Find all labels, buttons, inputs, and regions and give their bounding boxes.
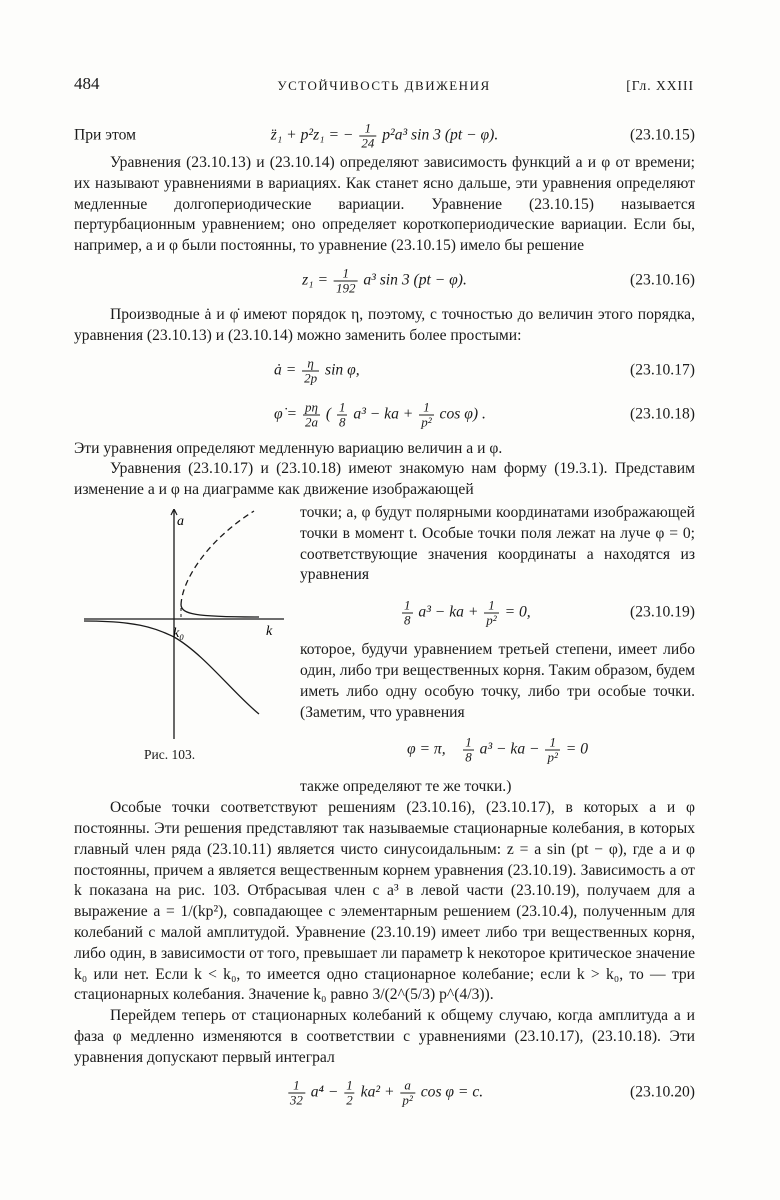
lower-branch-curve	[84, 621, 259, 714]
eq-20-right: cos φ = c.	[420, 1083, 484, 1101]
equation-23-10-17	[74, 351, 695, 391]
paragraph: Производные ȧ и φ̇ имеют порядок η, поэтому, с точностью до величин этого порядка, уравнения (23.10.13) и (23.10.14) можно заменить более простыми:	[74, 305, 695, 344]
eq-18-fraction-c: $\frac{1}{\text{p²}}$	[421, 399, 432, 430]
paragraph: точки; a, φ будут полярными координатами изображающей точки в момент t. Особые точки поля лежат на луче φ = 0; соответствующие значения координаты a находятся из уравнения	[300, 503, 695, 584]
text-column	[300, 503, 695, 798]
eq-20-fraction-a: $\frac{1}{32}$	[289, 1077, 303, 1107]
axis-label-k: k	[266, 623, 273, 639]
eq-19-mid: a³ − ka +	[418, 603, 479, 621]
running-title: УСТОЙЧИВОСТЬ ДВИЖЕНИЯ	[277, 78, 491, 93]
paragraph: Эти уравнения определяют медленную вариацию величин a и φ.	[74, 439, 503, 457]
eq-pi-mid: a³ − ka −	[479, 740, 540, 758]
eq-18-right: cos φ) .	[439, 405, 486, 423]
equation-number: (23.10.17)	[630, 361, 695, 379]
eq-pi-right: = 0	[565, 740, 589, 758]
eq-18-mid: a³ − ka +	[353, 405, 414, 423]
page-header	[74, 74, 694, 96]
eq-pi-fraction-a: $\frac{1}{8}$	[465, 734, 472, 765]
paragraph: которое, будучи уравнением третьей степени, имеет либо один, либо три вещественных корня. Таким образом, будем иметь либо одну особую точку, либо три особые точки. (Заметим, что уравнения	[300, 641, 695, 721]
page-body	[74, 119, 695, 1117]
equation-number: (23.10.19)	[630, 603, 695, 621]
equation-23-10-20	[74, 1073, 695, 1113]
equation-23-10-18	[74, 395, 695, 435]
equation-number: (23.10.20)	[630, 1083, 695, 1101]
eq-15-left: z̈₁ + p²z₁ = −	[270, 126, 354, 144]
figure-103	[74, 503, 300, 768]
eq-18-left: φ̇ =	[274, 405, 298, 423]
eq-pi-fraction-b: $\frac{1}{\text{p²}}$	[547, 734, 558, 765]
eq-20-fraction-c: $\frac{a}{\text{p²}}$	[402, 1077, 413, 1107]
eq-18-fraction-b: $\frac{1}{8}$	[338, 399, 346, 430]
eq-16-right: a³ sin 3 (pt − φ).	[363, 271, 467, 289]
eq-17-right: sin φ,	[325, 361, 360, 379]
chapter-label: [Гл. XXIII	[626, 78, 694, 93]
figure-103-plot	[74, 509, 284, 744]
eq-16-fraction: $\frac{1}{192}$	[335, 265, 356, 296]
eq-19-fraction-a: $\frac{1}{8}$	[404, 597, 411, 628]
eq-20-fraction-b: $\frac{1}{2}$	[346, 1077, 353, 1107]
eq-20-term-a: a⁴ −	[310, 1083, 339, 1101]
axis-label-a: a	[177, 513, 184, 529]
eq-17-fraction: $\frac{\eta}{2p}$	[304, 355, 318, 386]
label-k0: k₀	[173, 625, 185, 641]
equation-23-10-16	[74, 261, 695, 301]
eq-16-left: z₁ =	[302, 271, 329, 289]
equation-phi-pi	[300, 729, 695, 771]
eq-19-fraction-b: $\frac{1}{\text{p²}}$	[486, 597, 497, 628]
paragraph: Уравнения (23.10.17) и (23.10.18) имеют знакомую нам форму (19.3.1). Представим изменение a и φ на диаграмме как движение изображающей	[74, 460, 695, 499]
figure-section	[74, 503, 695, 798]
eq-pi-left: φ = π,	[406, 740, 446, 758]
upper-stable-branch-curve	[181, 605, 259, 617]
paragraph: Особые точки соответствуют решениям (23.10.16), (23.10.17), в которых a и φ постоянны. Эти решения представляют так называемые стационарные колебания, в которых главный член ряда (23.10.11) является чисто синусоидальным: z = a sin (pt − φ), где a и φ постоянны, причем a является вещественным корнем уравнения (23.10.19). Зависимость a от k показана на рис. 103. Отбрасывая член с a³ в левой части (23.10.19), получаем для a выражение a = 1/(kp²), совпадающее с элементарным решением (23.10.4), полученным для колебаний с малой амплитудой. Уравнение (23.10.19) имеет либо три вещественных корня, либо один, в зависимости от того, превышает ли параметр k некоторое критическое значение k₀ или нет. Если k < k₀, то имеется одно стационарное колебание; если k > k₀, то — три стационарных колебания. Значение k₀ равно 3/(2^(5/3) p^(4/3)).	[74, 799, 695, 1004]
eq-15-fraction: $\frac{1}{24}$	[361, 120, 375, 151]
equation-number: (23.10.15)	[630, 126, 695, 144]
figure-caption: Рис. 103.	[144, 746, 196, 762]
eq-18-fraction-a: $\frac{p\eta}{2a}$	[304, 399, 318, 430]
equation-23-10-19	[300, 592, 695, 634]
eq-19-right: = 0,	[504, 603, 531, 621]
equation-23-10-15	[74, 120, 695, 151]
paragraph: также определяют те же точки.)	[300, 778, 512, 796]
equation-number: (23.10.18)	[630, 405, 695, 423]
page-number: 484	[74, 74, 100, 93]
eq-15-right: p²a³ sin 3 (pt − φ).	[382, 126, 499, 144]
paragraph: Уравнения (23.10.13) и (23.10.14) определяют зависимость функций a и φ от времени; их называют уравнениями в вариациях. Как станет ясно дальше, эти уравнения определяют медленные долгопериодические вариации. Уравнение (23.10.15) называется пертурбационным уравнением; оно определяет короткопериодические вариации. Если бы, например, a и φ были постоянны, то уравнение (23.10.15) имело бы решение	[74, 154, 695, 255]
eq-17-left: ȧ =	[274, 361, 297, 379]
equation-number: (23.10.16)	[630, 271, 695, 289]
eq-18-paren: (	[325, 405, 332, 423]
eq-20-term-b: ka² +	[360, 1083, 395, 1101]
paragraph: Перейдем теперь от стационарных колебаний к общему случаю, когда амплитуда a и фаза φ медленно изменяются в соответствии с уравнениями (23.10.17), (23.10.18). Эти уравнения допускают первый интеграл	[74, 1007, 695, 1066]
intro-text: При этом	[74, 126, 136, 144]
unstable-branch-curve	[181, 511, 254, 605]
